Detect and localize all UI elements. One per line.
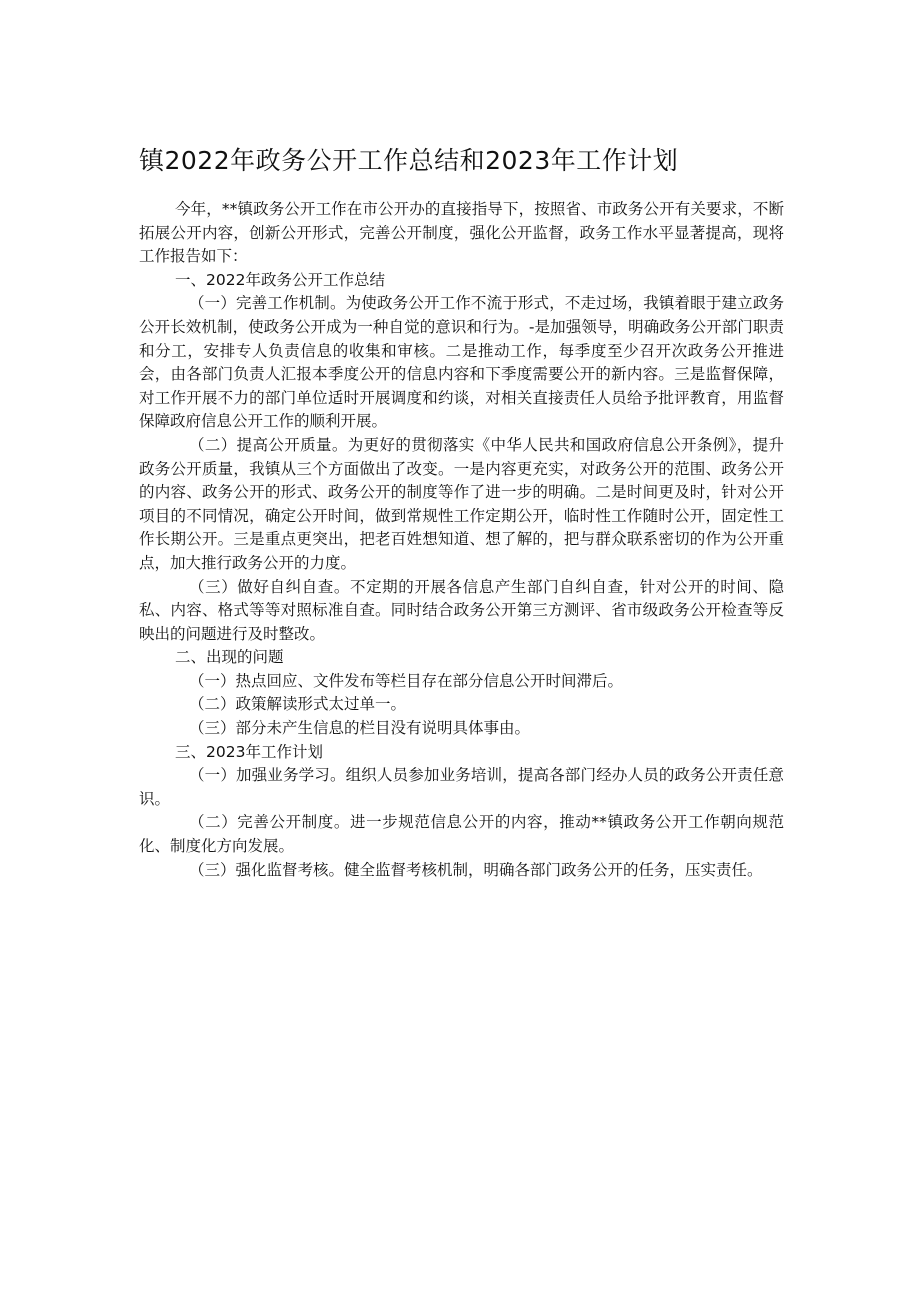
plan-item-1: （一）加强业务学习。组织人员参加业务培训，提高各部门经办人员的政务公开责任意识。 (139, 766, 784, 808)
intro-paragraph: 今年，**镇政务公开工作在市公开办的直接指导下，按照省、市政务公开有关要求，不断拓展公开内容，创新公开形式，完善公开制度，强化公开监督，政务工作水平显著提高，现将工作报告如下： (139, 200, 784, 266)
section-heading-problems: 二、出现的问题 (175, 648, 284, 667)
paragraph-self-inspection: （三）做好自纠自查。不定期的开展各信息产生部门自纠自查，针对公开的时间、隐私、内容、格式等等对照标准自查。同时结合政务公开第三方测评、省市级政务公开检查等反映出的问题进行及时整改。 (139, 577, 784, 643)
plan-item-2: （二）完善公开制度。进一步规范信息公开的内容，推动**镇政务公开工作朝向规范化、制度化方向发展。 (139, 813, 784, 856)
section-heading-plan: 三、2023年工作计划 (175, 742, 323, 761)
problem-item-3: （三）部分未产生信息的栏目没有说明具体事由。 (189, 719, 531, 738)
paragraph-publication-quality: （二）提高公开质量。为更好的贯彻落实《中华人民共和国政府信息公开条例》，提升政务公开质量，我镇从三个方面做出了改变。一是内容更充实，对政务公开的范围、政务公开的内容、政务公开的形式、政务公开的制度等作了进一步的明确。二是时间更及时，针对公开项目的不同情况，确定公开时间，做到常规性工作定期公开，临时性工作随时公开，固定性工作长期公开。三是重点更突出，把老百姓想知道、想了解的，把与群众联系密切的作为公开重点，加大推行政务公开的力度。 (139, 435, 784, 572)
document-title: 镇2022年政务公开工作总结和2023年工作计划 (139, 146, 679, 175)
plan-item-3: （三）强化监督考核。健全监督考核机制，明确各部门政务公开的任务，压实责任。 (189, 860, 763, 879)
problem-item-1: （一）热点回应、文件发布等栏目存在部分信息公开时间滞后。 (189, 671, 624, 690)
paragraph-work-mechanism: （一）完善工作机制。为使政务公开工作不流于形式，不走过场，我镇着眼于建立政务公开长效机制，使政务公开成为一种自觉的意识和行为。-是加强领导，明确政务公开部门职责和分工，安排专人负责信息的收集和审核。二是推动工作，每季度至少召开次政务公开推进会，由各部门负责人汇报本季度公开的信息内容和下季度需要公开的新内容。三是监督保障，对工作开展不力的部门单位适时开展调度和约谈，对相关直接责任人员给予批评教育，用监督保障政府信息公开工作的顺利开展。 (139, 294, 784, 431)
section-heading-summary: 一、2022年政务公开工作总结 (175, 270, 385, 289)
document-body (139, 198, 784, 882)
problem-item-2: （二）政策解读形式太过单一。 (189, 695, 407, 714)
